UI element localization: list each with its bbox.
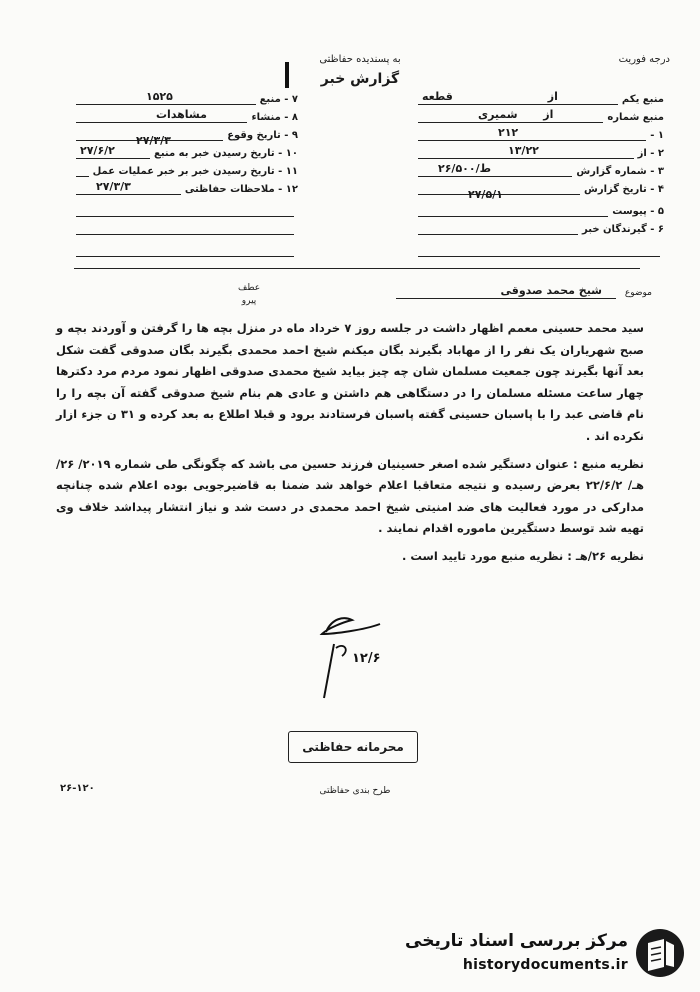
field-attachment: ۵ - پیوست (418, 206, 664, 217)
field-security-notes: ۱۲ - ملاحظات حفاظتی ۲۷/۳/۳ (76, 184, 298, 195)
field-blank-2 (76, 224, 298, 235)
subject-row (52, 280, 652, 310)
field-origin: ۸ - منشاء مشاهدات (76, 112, 298, 123)
archive-logo-icon (634, 927, 686, 979)
signature-date: ۱۲/۶ (352, 651, 381, 666)
subject-underline (396, 298, 616, 299)
stamp-caption: طرح بندی حفاظتی (319, 786, 391, 796)
field-source-2: منبع شماره از شمیری (418, 112, 664, 123)
header-divider (74, 268, 640, 269)
header-line: به پسندیده حفاظتی (319, 54, 401, 65)
body-paragraph-report: سید محمد حسینی معمم اظهار داشت در جلسه روز ۷ خرداد ماه در منزل بچه ها را گرفتن و آوردند بچه و صبح شهریاران یک نفر را از مهاباد بگیرند بگان میکنم شیخ احمد محمدی بگیرند بگان صدوقی گفت شکل بعد آنها بگیرند چون جمعیت مسلمان شان چه چیز بیاید شیخ محمدی صدوقی اظهار نمود مردم مرد دکترها چهار ساعت مسئله مسلمان را در دستگاهی هم داشتن و عادی هم بنام شیخ صدوقی گفته آن بچه را را نام قاضی عبد را با پاسبان حسینی گفته پاسبان فرستادند برود و قبلا اطلاع به بعد کرده و ۳۱ ن جزء ازار نکرده اند . (56, 321, 644, 443)
watermark-text-fa: مرکز بررسی اسناد تاریخی (405, 931, 628, 951)
subject-label: موضوع (624, 288, 652, 298)
field-report-date: ۴ - تاریخ گزارش ۲۷/۵/۱ (418, 184, 664, 195)
watermark-text-en: historydocuments.ir (462, 957, 628, 973)
field-report-number: ۳ - شماره گزارش ۲۶/۵۰۰/ط (418, 166, 664, 177)
reference-label: عطف (238, 283, 261, 293)
body-paragraph-source-opinion: نظریه منبع : عنوان دستگیر شده اصغر حسینیان فرزند حسین می باشد که چگونگی طی شماره ۲۰۱۹/ ۲۶/ هـ/ ۲۲/۶/۲ بعرض رسیده و نتیجه متعاقبا اعلام خواهد شد ضمنا به قاضیرجویی بوده اعلام شده چنانچه مدارکی در مورد فعالیت های ضد امنیتی شیخ احمد محمدی در دست شد و نیاز انتشار پیداشد خلاف وی تهیه شد توسط دستگیرین ماموره اقدام نمایند . (56, 456, 644, 536)
field-received-date: ۱۰ - تاریخ رسیدن خبر به منبع ۲۷/۶/۲ (76, 148, 298, 159)
body-paragraph-final-opinion: نظریه ۲۶/هـ : نظریه منبع مورد تایید است . (401, 548, 644, 563)
document-title: گزارش خبر (320, 71, 400, 87)
subject-value: شیخ محمد صدوقی (500, 284, 602, 297)
field-blank-4 (418, 246, 664, 257)
follow-up-label: پیرو (241, 296, 257, 306)
document-header (240, 54, 480, 87)
document-number: ۲۶-۱۲۰ (60, 783, 95, 794)
classification-stamp: محرمانه حفاظتی (288, 731, 418, 763)
field-source-1: منبع یکم از قطعه (418, 94, 664, 105)
handwritten-mark (285, 62, 289, 88)
report-body (56, 318, 644, 574)
field-event-date: ۹ - تاریخ وقوع ۲۷/۳/۳ (76, 130, 298, 141)
field-1: ۱ - ۲۱۲ (418, 130, 664, 141)
field-2: ۲ - از ۱۳/۲۲ (418, 148, 664, 159)
watermark-logo (386, 925, 686, 985)
field-ops-date: ۱۱ - تاریخ رسیدن خبر بر خبر عملیات عمل (76, 166, 298, 177)
field-recipients: ۶ - گیرندگان خبر (418, 224, 664, 235)
reference-labels (238, 282, 260, 308)
field-source-code: ۷ - منبع ۱۵۲۵ (76, 94, 298, 105)
handwritten-signature (314, 612, 394, 702)
field-blank-1 (76, 206, 298, 217)
urgency-label: درجه فوریت (618, 54, 670, 65)
field-blank-3 (76, 246, 298, 257)
